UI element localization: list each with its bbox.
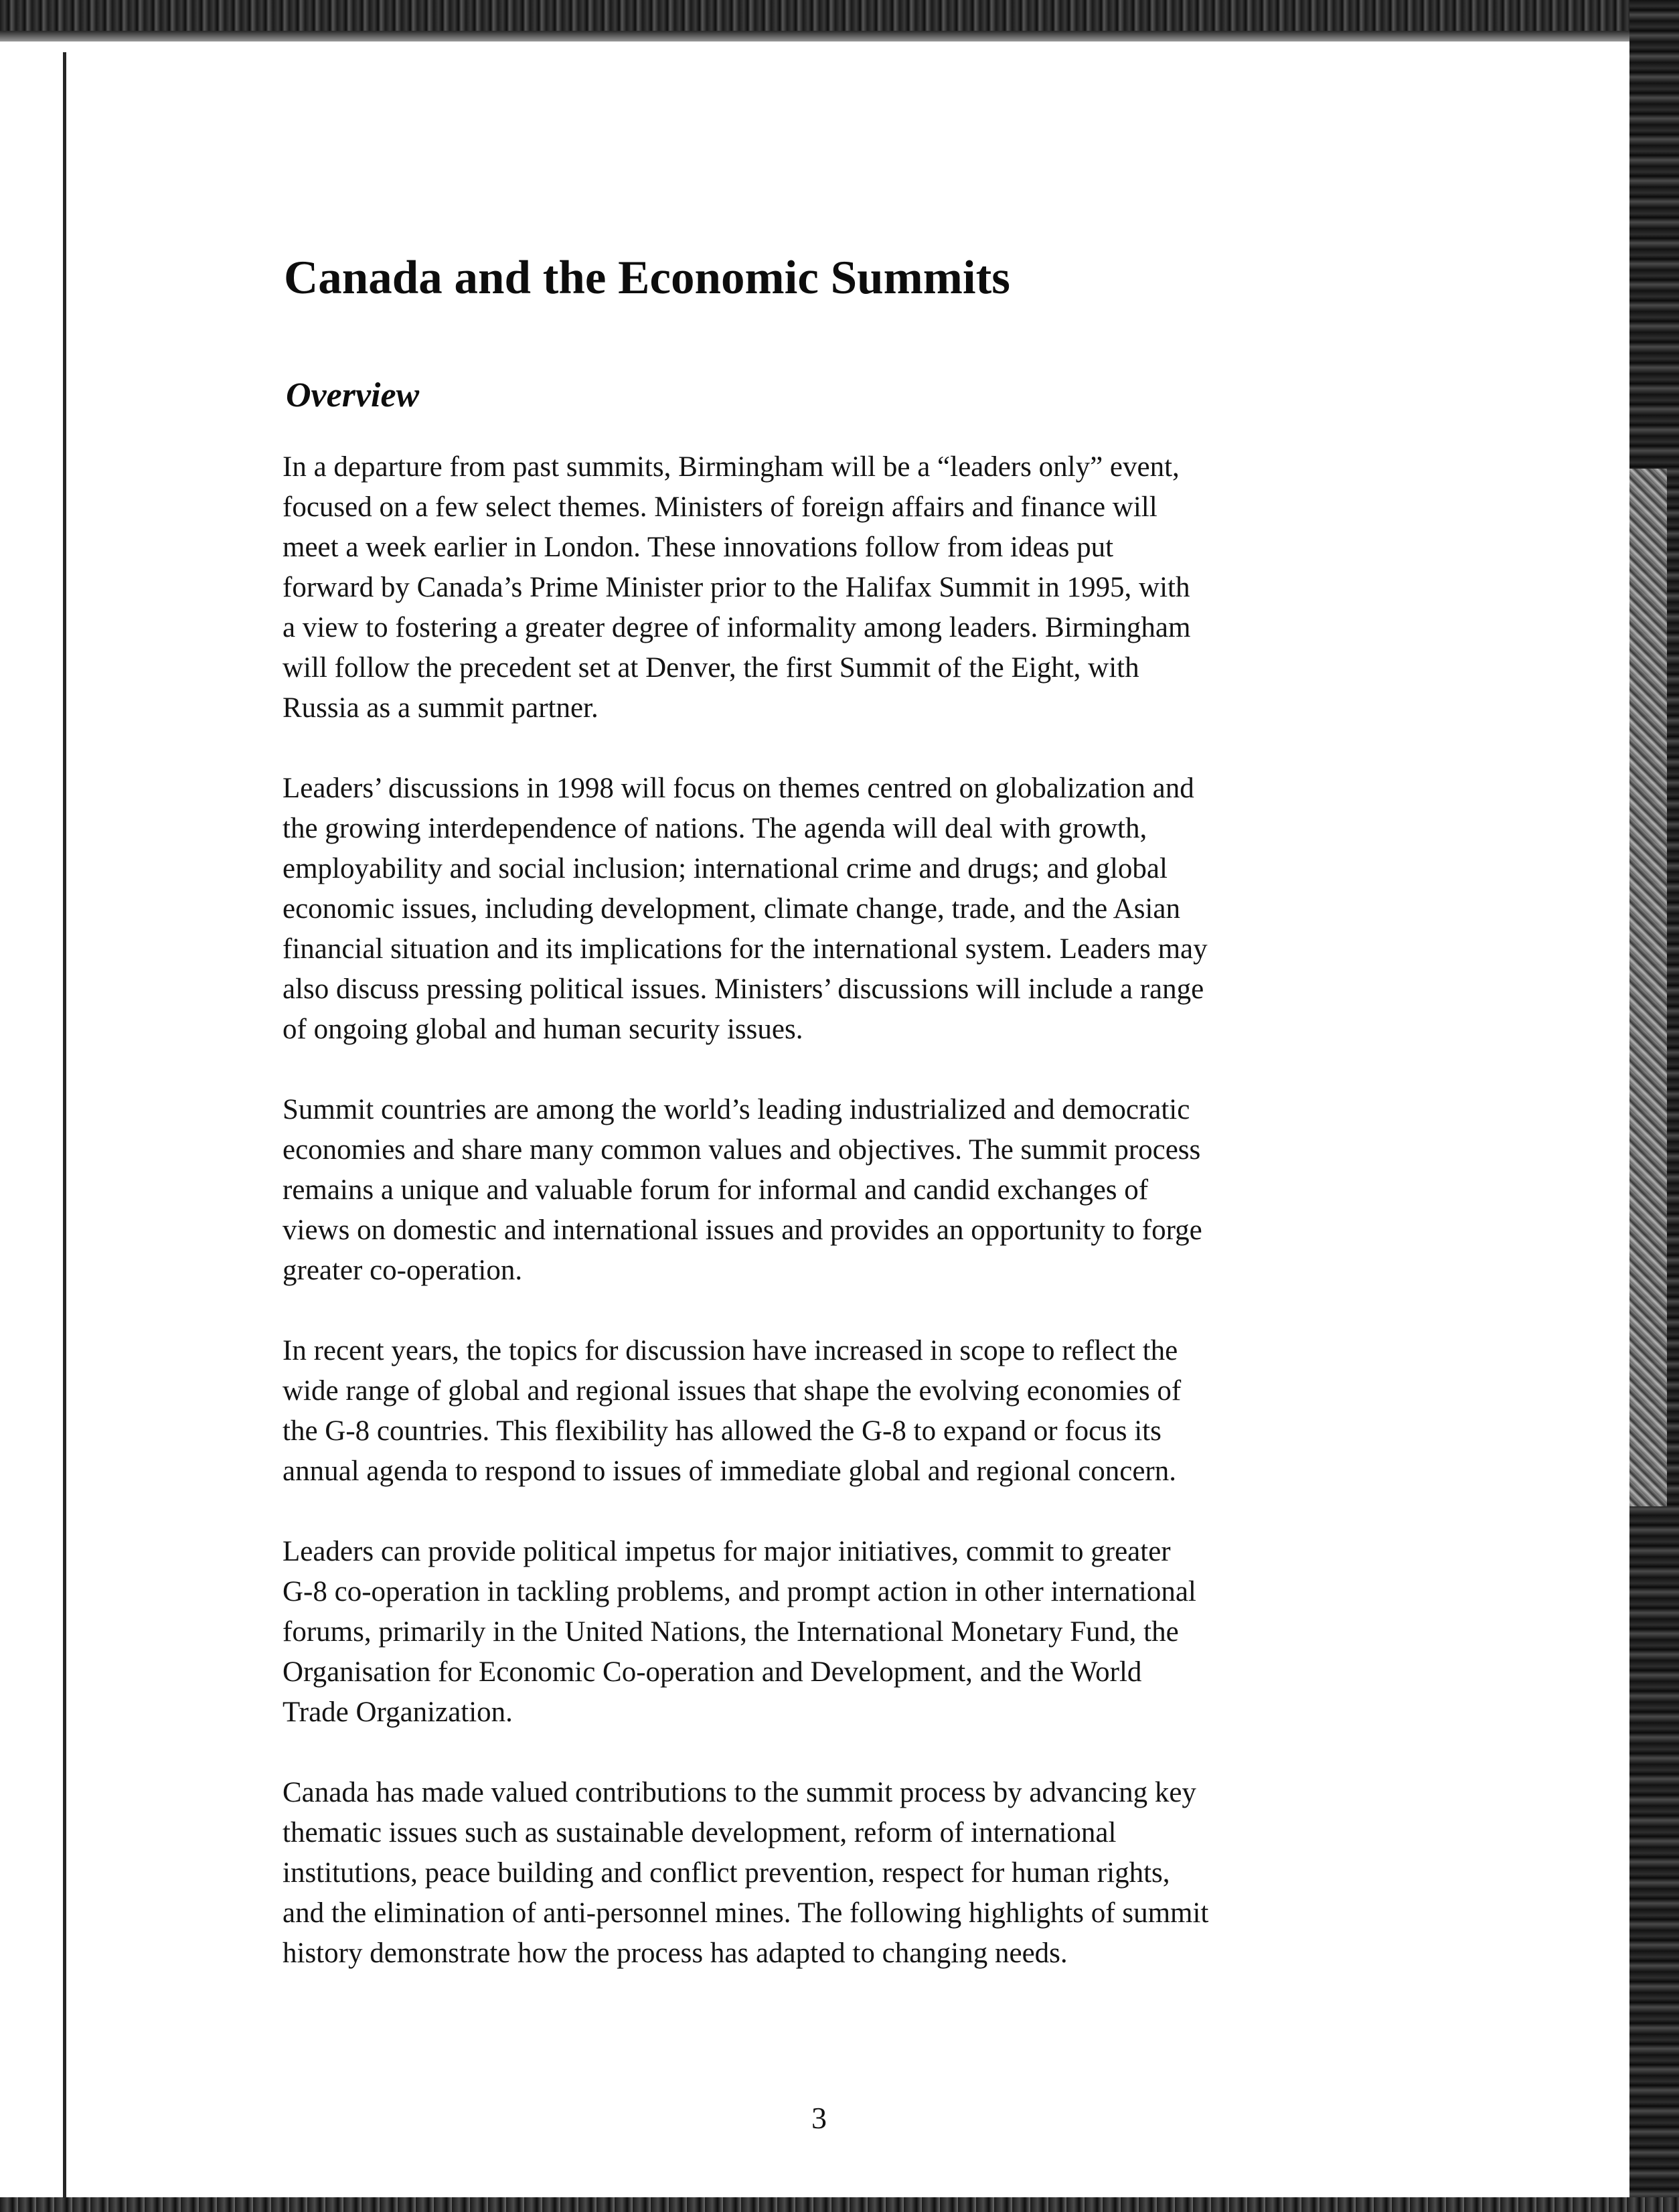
paragraph-5 [283,1532,1407,1733]
text-line: and the elimination of anti-personnel mines. The following highlights of summit [283,1897,1209,1929]
paragraph-3 [283,1090,1407,1291]
text-line: Leaders can provide political impetus for major initiatives, commit to greater [283,1536,1171,1567]
text-line: annual agenda to respond to issues of immediate global and regional concern. [283,1455,1176,1487]
text-line: will follow the precedent set at Denver, the first Summit of the Eight, with [283,652,1139,684]
page-number: 3 [811,2101,827,2135]
text-line: In recent years, the topics for discussion have increased in scope to reflect the [283,1335,1178,1366]
paragraph-1 [283,447,1407,728]
text-line: G-8 co-operation in tackling problems, and prompt action in other international [283,1576,1196,1607]
text-line: history demonstrate how the process has adapted to changing needs. [283,1938,1068,1969]
text-line: thematic issues such as sustainable development, reform of international [283,1817,1117,1848]
scan-border-bottom [0,2197,1679,2212]
text-line: institutions, peace building and conflict prevention, respect for human rights, [283,1857,1170,1889]
text-line: Trade Organization. [283,1696,513,1728]
text-line: Russia as a summit partner. [283,692,598,724]
text-line: Organisation for Economic Co-operation and Development, and the World [283,1656,1142,1688]
text-line: meet a week earlier in London. These innovations follow from ideas put [283,532,1114,563]
text-line: Leaders’ discussions in 1998 will focus on themes centred on globalization and [283,773,1194,804]
text-line: Canada has made valued contributions to the summit process by advancing key [283,1777,1196,1808]
text-line: of ongoing global and human security issues. [283,1014,803,1045]
scan-edge-line-left [63,52,66,2198]
text-line: forums, primarily in the United Nations, the International Monetary Fund, the [283,1616,1179,1648]
text-line: greater co-operation. [283,1255,523,1286]
scan-noise-right [1629,469,1667,1506]
text-line: remains a unique and valuable forum for informal and candid exchanges of [283,1174,1149,1206]
text-line: economic issues, including development, climate change, trade, and the Asian [283,893,1180,925]
paragraph-2 [283,769,1407,1050]
text-line: the growing interdependence of nations. The agenda will deal with growth, [283,813,1147,844]
page-title: Canada and the Economic Summits [284,252,1010,304]
section-heading-overview: Overview [286,376,420,414]
text-line: a view to fostering a greater degree of informality among leaders. Birmingham [283,612,1191,643]
text-line: wide range of global and regional issues that shape the evolving economies of [283,1375,1182,1407]
text-line: Summit countries are among the world’s leading industrialized and democratic [283,1094,1190,1125]
scan-border-top [0,0,1679,42]
paragraph-6 [283,1773,1407,1974]
text-line: also discuss pressing political issues. Ministers’ discussions will include a range [283,973,1204,1005]
text-line: In a departure from past summits, Birmingham will be a “leaders only” event, [283,451,1180,483]
text-line: the G-8 countries. This flexibility has allowed the G-8 to expand or focus its [283,1415,1162,1447]
text-line: economies and share many common values and objectives. The summit process [283,1134,1201,1166]
text-line: financial situation and its implications for the international system. Leaders may [283,933,1208,965]
text-line: employability and social inclusion; international crime and drugs; and global [283,853,1168,884]
paragraph-4 [283,1331,1407,1492]
text-line: forward by Canada’s Prime Minister prior to the Halifax Summit in 1995, with [283,572,1190,603]
text-line: focused on a few select themes. Ministers of foreign affairs and finance will [283,491,1157,523]
body-text [283,447,1407,2014]
text-line: views on domestic and international issues and provides an opportunity to forge [283,1214,1202,1246]
